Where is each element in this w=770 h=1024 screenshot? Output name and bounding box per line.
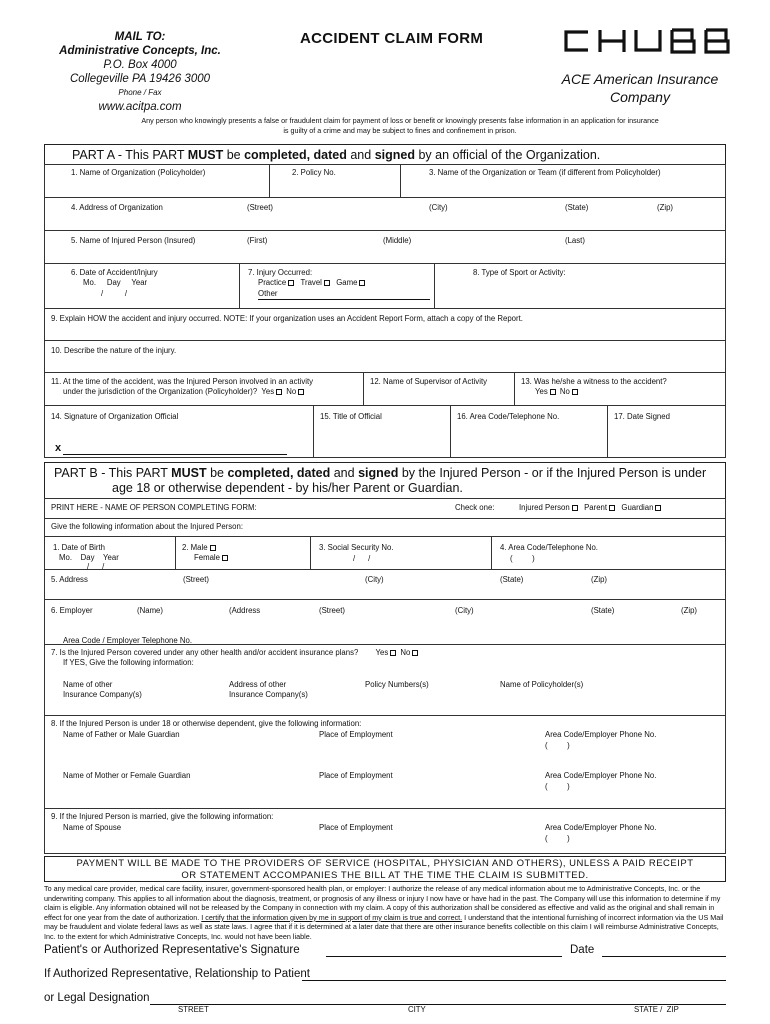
how-occurred-label: 9. Explain HOW the accident and injury occurred. NOTE: If your organization uses an Accident Report Form, attach a copy of the Report.	[51, 314, 523, 323]
spouse-phone-label: Area Code/Employer Phone No.	[545, 823, 657, 832]
male-label: 2. Male	[182, 543, 208, 552]
dob-field[interactable]	[44, 536, 176, 570]
injury-occurred-label: 7. Injury Occurred:	[248, 268, 313, 277]
other-ins-name-label: Name of other Insurance Company(s)	[63, 680, 142, 699]
witness-yes-checkbox[interactable]	[550, 389, 556, 395]
official-signature-label: 14. Signature of Organization Official	[51, 412, 179, 421]
org-city-label: (City)	[429, 203, 448, 212]
patient-signature-line[interactable]	[326, 956, 562, 957]
jurisdiction-yes-checkbox[interactable]	[276, 389, 282, 395]
injured-street-label: (Street)	[183, 575, 209, 584]
policy-no-label: 2. Policy No.	[292, 168, 336, 177]
patient-signature-row	[44, 944, 726, 960]
other-insurance-question: 7. Is the Injured Person covered under any other health and/or accident insurance plans? Yes No	[51, 648, 420, 658]
mother-label: Name of Mother or Female Guardian	[63, 771, 191, 780]
employer-street-label: (Street)	[319, 606, 345, 615]
accident-date-label: 6. Date of Accident/Injury	[71, 268, 158, 277]
street-caption: STREET	[178, 1005, 209, 1014]
spouse-section	[44, 808, 726, 854]
payment-notice	[44, 856, 726, 882]
org-street-label: (Street)	[247, 203, 273, 212]
org-name-field[interactable]	[44, 164, 270, 198]
insurer-name	[540, 70, 740, 106]
signature-x-mark: x	[55, 442, 62, 454]
other-ins-yes-checkbox[interactable]	[390, 650, 396, 656]
check-one-label: Check one:	[455, 503, 495, 512]
dob-mdy: Mo. Day Year	[59, 553, 119, 562]
policyholders-label: Name of Policyholder(s)	[500, 680, 584, 689]
org-address-field[interactable]	[44, 197, 726, 231]
accident-date-field[interactable]	[44, 263, 240, 309]
jurisdiction-label-1: 11. At the time of the accident, was the Injured Person involved in an activity	[51, 377, 314, 386]
legal-designation-label: or Legal Designation	[44, 992, 150, 1004]
jurisdiction-field	[44, 372, 364, 406]
insurer-line-1: ACE American Insurance	[561, 71, 719, 87]
parent-label: Parent	[584, 503, 608, 512]
relationship-line[interactable]	[302, 980, 726, 981]
sport-type-label: 8. Type of Sport or Activity:	[473, 268, 566, 277]
last-name-label: (Last)	[565, 236, 585, 245]
jurisdiction-no-checkbox[interactable]	[298, 389, 304, 395]
dob-slashes: / /	[87, 562, 105, 571]
father-employment-label: Place of Employment	[319, 730, 393, 739]
certification-statement: I certify that the information given by me in support of my claim is true and correct.	[201, 912, 463, 922]
chubb-logo	[562, 28, 732, 54]
employer-city-label: (City)	[455, 606, 474, 615]
official-title-field[interactable]	[313, 405, 451, 458]
injured-person-checkbox[interactable]	[572, 505, 578, 511]
jurisdiction-label-2: under the jurisdiction of the Organization (Policyholder)? Yes No	[63, 387, 306, 397]
give-info-label: Give the following information about the Injured Person:	[51, 522, 244, 531]
official-phone-field[interactable]	[450, 405, 608, 458]
mail-to-block	[40, 30, 240, 114]
injured-name-label: 5. Name of Injured Person (Insured)	[71, 236, 196, 245]
guardian-section	[44, 715, 726, 809]
team-name-field[interactable]	[400, 164, 726, 198]
ssn-label: 3. Social Security No.	[319, 543, 394, 552]
practice-checkbox[interactable]	[288, 280, 294, 286]
completer-options	[519, 503, 663, 513]
witness-field	[514, 372, 726, 406]
sex-field	[175, 536, 311, 570]
father-phone-label: Area Code/Employer Phone No.	[545, 730, 657, 739]
injury-nature-label: 10. Describe the nature of the injury.	[51, 346, 177, 355]
mother-phone-paren: ( )	[545, 782, 570, 791]
payment-line-1: PAYMENT WILL BE MADE TO THE PROVIDERS OF SERVICE (HOSPITAL, PHYSICIAN AND OTHERS), UNLESS A PAID RECEIPT	[76, 858, 694, 869]
game-label: Game	[336, 278, 358, 287]
sport-type-field[interactable]	[434, 263, 726, 309]
male-checkbox[interactable]	[210, 545, 216, 551]
form-title: ACCIDENT CLAIM FORM	[300, 30, 484, 47]
ssn-slashes: / /	[353, 554, 371, 563]
middle-name-label: (Middle)	[383, 236, 412, 245]
supervisor-field[interactable]	[363, 372, 515, 406]
signature-date-label: Date	[570, 944, 595, 956]
official-signature-field[interactable]	[44, 405, 314, 458]
org-zip-label: (Zip)	[657, 203, 674, 212]
how-occurred-field[interactable]	[44, 308, 726, 341]
signature-date-line[interactable]	[602, 956, 726, 957]
guardian-question: 8. If the Injured Person is under 18 or otherwise dependent, give the following information:	[51, 719, 362, 728]
spouse-question: 9. If the Injured Person is married, give the following information:	[51, 812, 274, 821]
official-title-label: 15. Title of Official	[320, 412, 382, 421]
other-ins-yes-label: Yes	[375, 648, 389, 657]
guardian-checkbox[interactable]	[655, 505, 661, 511]
injured-person-label: Injured Person	[519, 503, 570, 512]
employer-phone-label: Area Code / Employer Telephone No.	[63, 636, 193, 645]
accident-date-mdy: Mo. Day Year	[83, 278, 148, 287]
father-phone-paren: ( )	[545, 741, 570, 750]
guardian-label: Guardian	[621, 503, 654, 512]
accident-date-slashes: / /	[101, 289, 127, 298]
spouse-employment-label: Place of Employment	[319, 823, 393, 832]
ssn-field[interactable]	[310, 536, 492, 570]
org-state-label: (State)	[565, 203, 589, 212]
injured-city-label: (City)	[365, 575, 384, 584]
injured-phone-label: 4. Area Code/Telephone No.	[500, 543, 598, 552]
jurisdiction-yes-label: Yes	[261, 387, 275, 396]
person-completing-field[interactable]	[44, 498, 726, 519]
first-name-label: (First)	[247, 236, 268, 245]
other-insurance-section	[44, 644, 726, 716]
supervisor-label: 12. Name of Supervisor of Activity	[370, 377, 488, 386]
other-ins-address-label: Address of other Insurance Company(s)	[229, 680, 308, 699]
mail-to-city: Collegeville PA 19426 3000	[69, 73, 211, 85]
parent-checkbox[interactable]	[609, 505, 615, 511]
mail-to-phone-fax: Phone / Fax	[118, 88, 162, 97]
patient-signature-label: Patient's or Authorized Representative's Signature	[44, 944, 300, 956]
policy-no-field[interactable]	[269, 164, 401, 198]
injury-occurred-field	[239, 263, 435, 309]
female-option	[194, 553, 230, 563]
official-signature-line[interactable]	[63, 454, 287, 455]
fraud-notice: Any person who knowingly presents a false or fraudulent claim for payment of loss or benefit or knowingly presents false information in an application for insurance is guilty of a crime and may be subject to fines and confinement in prison.	[141, 116, 659, 135]
injured-zip-label: (Zip)	[591, 575, 608, 584]
employer-address-label: (Address	[229, 606, 261, 615]
mother-employment-label: Place of Employment	[319, 771, 393, 780]
female-checkbox[interactable]	[222, 555, 228, 561]
injured-name-field[interactable]	[44, 230, 726, 264]
male-option	[182, 543, 218, 553]
witness-no-label: No	[559, 387, 570, 396]
mail-to-label: MAIL TO:	[114, 31, 166, 43]
employer-label: 6. Employer	[51, 606, 93, 615]
injured-address-field[interactable]	[44, 569, 726, 600]
spouse-phone-paren: ( )	[545, 834, 570, 843]
date-signed-label: 17. Date Signed	[614, 412, 670, 421]
employer-field[interactable]	[44, 599, 726, 645]
mail-to-website: www.acitpa.com	[98, 101, 182, 113]
injury-nature-field[interactable]	[44, 340, 726, 373]
other-label: Other	[258, 289, 278, 298]
witness-options	[535, 387, 580, 397]
org-address-label: 4. Address of Organization	[71, 203, 163, 212]
date-signed-field[interactable]	[607, 405, 726, 458]
employer-name-label: (Name)	[137, 606, 163, 615]
legal-designation-row	[44, 992, 726, 1008]
part-b-title: PART B - This PART MUST be completed, dated and signed by the Injured Person - or if the Injured Person is under age 18 or otherwise dependent - by his/her Parent or Guardian.	[54, 466, 707, 495]
dob-label: 1. Date of Birth	[53, 543, 106, 552]
witness-no-checkbox[interactable]	[572, 389, 578, 395]
female-label: Female	[194, 553, 220, 562]
insurer-line-2: Company	[610, 89, 670, 105]
travel-checkbox[interactable]	[324, 280, 330, 286]
team-name-label: 3. Name of the Organization or Team (if different from Policyholder)	[429, 168, 661, 177]
injured-phone-field[interactable]	[491, 536, 726, 570]
mail-to-org: Administrative Concepts, Inc.	[59, 45, 221, 57]
city-caption: CITY	[408, 1005, 426, 1014]
mail-to-po-box: P.O. Box 4000	[103, 59, 177, 71]
game-checkbox[interactable]	[359, 280, 365, 286]
authorization-text: To any medical care provider, medical care facility, insurer, government-sponsored health plan, or employer: I authorize the release of any medical information about me to Administrative Concepts, Inc. or the underwriting company. This applies to all information about the diagnosis, treatment, or prognosis of any illness or injury I now have or have had in the past. The Company will use this information to determine if my claim is eligible. Any information obtained will not be released by the Company in connection with my claim. A copy of this authorization shall be considered as effective and valid as the original and shall remain in effect for one year from the date of authorization. I certify that the information given by me in support of my claim is true and correct. I understand that the intentional furnishing of incorrect information via the US Mail may be fraudulent and violate federal laws as well as state laws. I agree that if it is determined at a later date that there are other insurance benefits collectible on this claim I will reimburse Administrative Concepts, Inc. to the extent for which Administrative Concepts, Inc. would not have been liable.	[44, 884, 724, 941]
org-name-label: 1. Name of Organization (Policyholder)	[71, 168, 206, 177]
payment-line-2: OR STATEMENT ACCOMPANIES THE BILL AT THE TIME THE CLAIM IS SUBMITTED.	[181, 870, 589, 881]
part-a-title: PART A - This PART MUST be completed, dated and signed by an official of the Organization.	[72, 148, 601, 162]
other-line[interactable]	[258, 299, 430, 300]
employer-state-label: (State)	[591, 606, 615, 615]
other-ins-no-label: No	[400, 648, 411, 657]
spouse-label: Name of Spouse	[63, 823, 122, 832]
injured-phone-paren: ( )	[510, 554, 535, 563]
practice-label: Practice	[258, 278, 287, 287]
injured-state-label: (State)	[500, 575, 524, 584]
print-name-label: PRINT HERE - NAME OF PERSON COMPLETING FORM:	[51, 503, 257, 512]
if-yes-label: If YES, Give the following information:	[63, 658, 194, 667]
employer-zip-label: (Zip)	[681, 606, 698, 615]
policy-numbers-label: Policy Numbers(s)	[365, 680, 429, 689]
relationship-row	[44, 968, 726, 984]
mother-phone-label: Area Code/Employer Phone No.	[545, 771, 657, 780]
witness-yes-label: Yes	[535, 387, 548, 396]
other-ins-no-checkbox[interactable]	[412, 650, 418, 656]
official-phone-label: 16. Area Code/Telephone No.	[457, 412, 560, 421]
father-label: Name of Father or Male Guardian	[63, 730, 180, 739]
give-info-row	[44, 518, 726, 537]
travel-label: Travel	[300, 278, 322, 287]
injury-occurred-options	[258, 278, 367, 288]
witness-label: 13. Was he/she a witness to the accident?	[521, 377, 667, 386]
jurisdiction-no-label: No	[286, 387, 297, 396]
relationship-label: If Authorized Representative, Relationship to Patient	[44, 968, 310, 980]
state-zip-caption: STATE / ZIP	[634, 1005, 679, 1014]
injured-address-label: 5. Address	[51, 575, 88, 584]
